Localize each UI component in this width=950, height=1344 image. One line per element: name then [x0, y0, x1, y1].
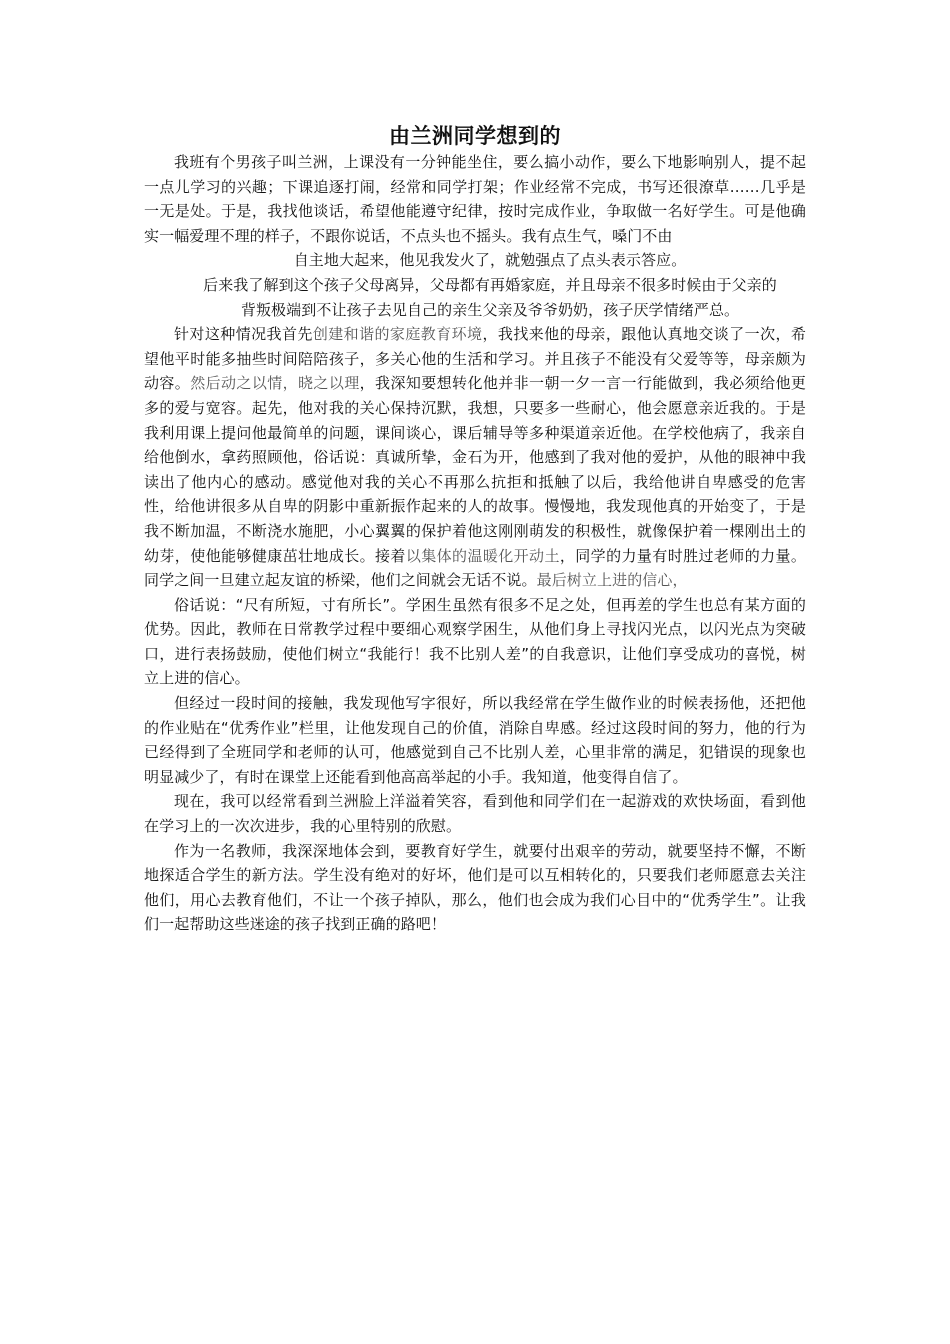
paragraph-2 [144, 273, 806, 298]
paragraph-4-text: 俗话说：“尺有所短，寸有所长”。学困生虽然有很多不足之处，但再差的学生也总有某方面的优势。因此，教师在日常教学过程中要细心观察学困生，从他们身上寻找闪光点，以闪光点为突破口，进行表扬鼓励，使他们树立“我能行！我不比别人差”的自我意识，让他们享受成功的喜悦，树立上进的信心。 [144, 595, 806, 688]
paragraph-2-tail-text: 背叛极端到不让孩子去见自己的亲生父亲及爷爷奶奶，孩子厌学情绪严总。 [240, 300, 740, 319]
paragraph-5-text: 但经过一段时间的接触，我发现他写字很好，所以我经常在学生做作业的时候表扬他，还把他的作业贴在“优秀作业”栏里，让他发现自己的价值，消除自卑感。经过这段时间的努力，他的行为已经得到了全班同学和老师的认可，他感觉到自己不比别人差，心里非常的满足，犯错误的现象也明显减少了，有时在课堂上还能看到他高高举起的小手。我知道，他变得自信了。 [144, 694, 806, 786]
paragraph-6 [144, 789, 806, 838]
paragraph-3-heading-f: 以集体的温暖化开动土 [405, 546, 560, 565]
document-title: 由兰洲同学想到的 [389, 124, 561, 148]
paragraph-1-tail [144, 248, 806, 273]
paragraph-5 [144, 691, 806, 789]
paragraph-2-tail [144, 298, 806, 323]
paragraph-1 [144, 150, 806, 248]
paragraph-3-text-c: ，我找来他的母亲，跟他认真地交谈了一次，希望他平时能多抽些时间陪陪孩子，多关心他的生活和学习。并且孩子不能没有父爱等等，母亲颇为动容。 [144, 325, 807, 393]
paragraph-7-text: 作为一名教师，我深深地体会到，要教育好学生，就要付出艰辛的劳动，就要坚持不懈，不断地探适合学生的新方法。学生没有绝对的好坏，他们是可以互相转化的，只要我们老师愿意去关注他们，用心去教育他们，不让一个孩子掉队，那么，他们也会成为我们心目中的“优秀学生”。让我们一起帮助这些迷途的孩子找到正确的路吧！ [144, 841, 806, 934]
paragraph-3-text-e: ，我深知要想转化他并非一朝一夕一言一行能做到，我必须给他更多的爱与宽容。起先，他对我的关心保持沉默，我想，只要多一些耐心，他会愿意亲近我的。于是我利用课上提问他最简单的问题，课间谈心，课后辅导等多种渠道亲近他。在学校他病了，我亲自给他倒水，拿药照顾他，俗话说：真诚所挚，金石为开，他感到了我对他的爱护，从他的眼神中我读出了他内心的感动。感觉他对我的关心不再那么抗拒和抵触了以后，我给他讲自卑感受的危害性，给他讲很多从自卑的阴影中重新振作起来的人的故事。慢慢地，我发现他真的开始变了，于是我不断加温，不断浇水施肥，小心翼翼的保护着他这刚刚萌发的积极性，就像保护着一棵刚出土的幼芽，使他能够健康茁壮地成长。接着 [144, 374, 806, 565]
paragraph-4 [144, 593, 806, 691]
paragraph-3 [144, 322, 806, 593]
document-body [144, 150, 806, 937]
paragraph-6-text: 现在，我可以经常看到兰洲脸上洋溢着笑容，看到他和同学们在一起游戏的欢快场面，看到他在学习上的一次次进步，我的心里特别的欣慰。 [144, 792, 806, 836]
paragraph-3-heading-a: 创建和谐的家庭教育环境 [312, 325, 483, 344]
paragraph-7 [144, 839, 806, 937]
paragraph-3-heading-d: 然后动之以情，晓之以理 [190, 374, 360, 393]
paragraph-1-text: 我班有个男孩子叫兰洲，上课没有一分钟能坐住，要么搞小动作，要么下地影响别人，提不起一点儿学习的兴趣；下课追逐打闹，经常和同学打架；作业经常不完成，书写还很潦草……几乎是一无是处。于是，我找他谈话，希望他能遵守纪律，按时完成作业，争取做一名好学生。可是他确实一幅爱理不理的样子，不跟你说话，不点头也不摇头。我有点生气，嗓门不由 [144, 153, 806, 245]
paragraph-3-text-a: 针对这种情况我首先 [174, 325, 313, 344]
paragraph-2-text: 后来我了解到这个孩子父母离异，父母都有再婚家庭，并且母亲不很多时候由于父亲的 [203, 275, 777, 294]
paragraph-3-heading-h: 最后树立上进的信心， [536, 571, 688, 590]
paragraph-3-text-g: ，同学的力量有时胜过老师的力量。同学之间一旦建立起友谊的桥梁，他们之间就会无话不说。 [144, 546, 807, 590]
paragraph-1-tail-text: 自主地大起来，他见我发火了，就勉强点了点头表示答应。 [293, 251, 687, 270]
